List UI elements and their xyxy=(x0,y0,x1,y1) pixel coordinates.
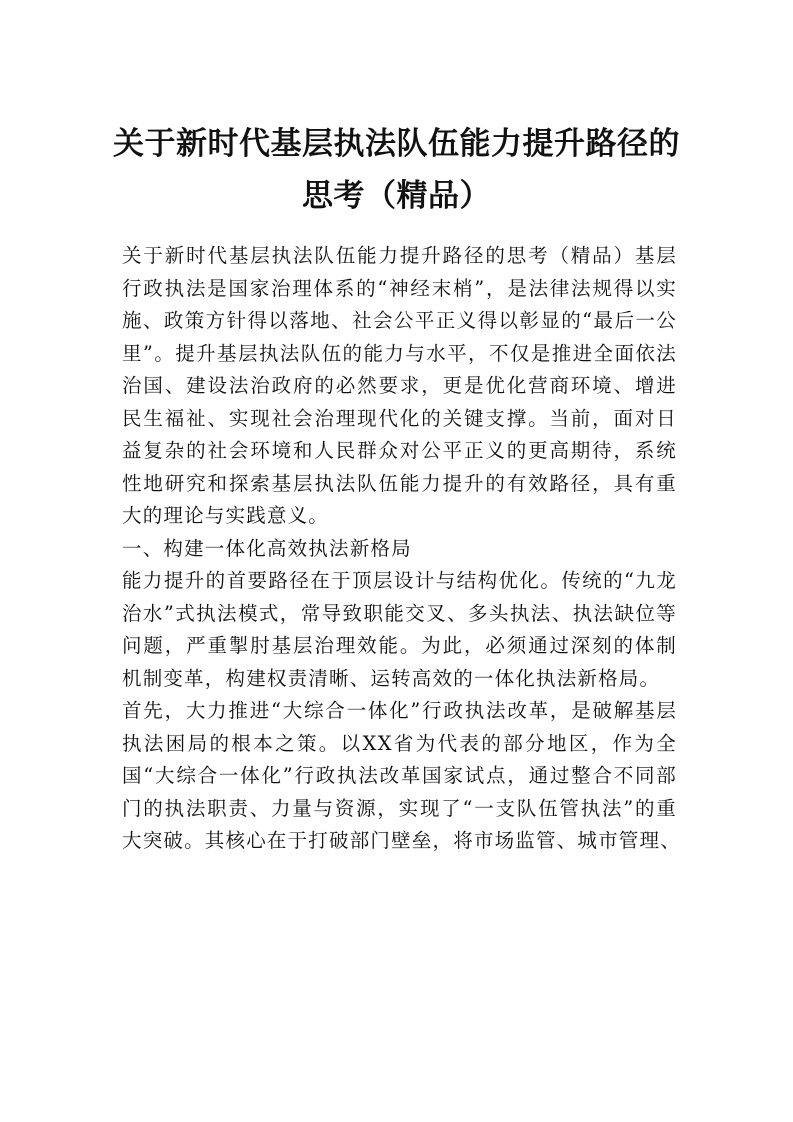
body-line: 机制变革，构建权责清晰、运转高效的一体化执法新格局。 xyxy=(122,666,661,690)
body-line: 能力提升的首要路径在于顶层设计与结构优化。传统的“九龙 xyxy=(122,569,677,592)
body-line: 门的执法职责、力量与资源，实现了“一支队伍管执法”的重 xyxy=(122,796,677,820)
body-line: 大的理论与实践意义。 xyxy=(122,504,330,527)
body-line: 问题，严重掣肘基层治理效能。为此，必须通过深刻的体制 xyxy=(122,634,677,657)
body-line: 施、政策方针得以落地、社会公平正义得以彰显的“最后一公 xyxy=(122,309,677,332)
body-line: 治国、建设法治政府的必然要求，更是优化营商环境、增进 xyxy=(122,374,677,397)
body-line: 首先，大力推进“大综合一体化”行政执法改革，是破解基层 xyxy=(122,699,677,722)
body-line: 执法困局的根本之策。以XX省为代表的部分地区，作为全 xyxy=(122,731,677,755)
title-line: 关于新时代基层执法队伍能力提升路径的 xyxy=(113,126,680,162)
body-line: 关于新时代基层执法队伍能力提升路径的思考（精品）基层 xyxy=(122,244,677,267)
body-line: 益复杂的社会环境和人民群众对公平正义的更高期待，系统 xyxy=(122,439,677,462)
document-body xyxy=(122,240,681,858)
title-line: 思考（精品） xyxy=(302,178,491,214)
document-title xyxy=(110,118,683,222)
section-heading: 一、构建一体化高效执法新格局 xyxy=(122,536,412,560)
body-line: 国“大综合一体化”行政执法改革国家试点，通过整合不同部 xyxy=(122,764,677,787)
body-line: 民生福祉、实现社会治理现代化的关键支撑。当前，面对日 xyxy=(122,406,677,430)
body-line: 行政执法是国家治理体系的“神经末梢”，是法律法规得以实 xyxy=(122,276,677,300)
body-line: 大突破。其核心在于打破部门壁垒，将市场监管、城市管理、 xyxy=(122,829,681,852)
body-line: 里”。提升基层执法队伍的能力与水平，不仅是推进全面依法 xyxy=(122,341,677,365)
body-line: 治水”式执法模式，常导致职能交叉、多头执法、执法缺位等 xyxy=(122,601,677,625)
body-line: 性地研究和探索基层执法队伍能力提升的有效路径，具有重 xyxy=(122,471,677,495)
